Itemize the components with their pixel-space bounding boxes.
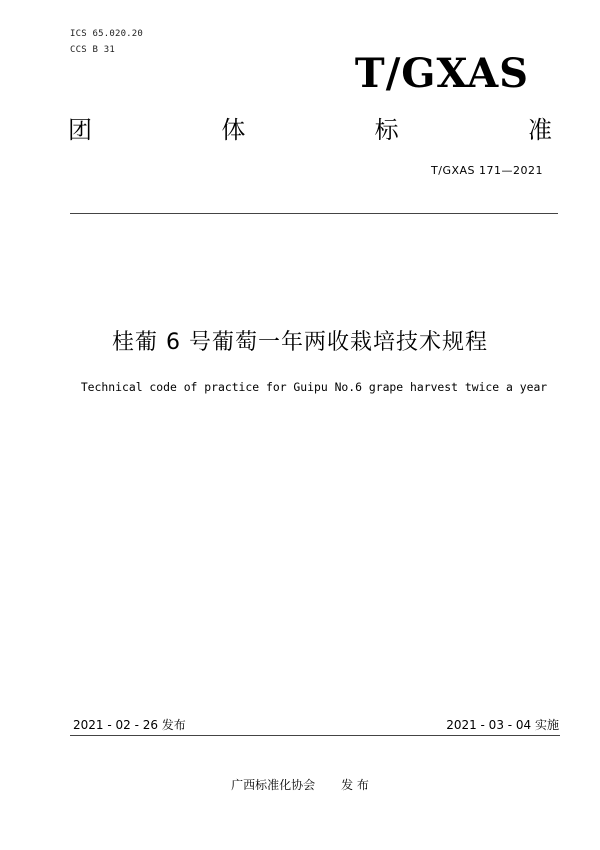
ccs-code: CCS B 31 (70, 45, 115, 55)
standard-type-char-4: 准 (527, 116, 552, 144)
ics-code: ICS 65.020.20 (70, 29, 144, 39)
top-divider (70, 213, 558, 214)
implementation-date: 2021 - 03 - 04 实施 (446, 718, 559, 732)
standard-type-char-1: 团 (68, 116, 92, 144)
title-chinese: 桂葡 6 号葡萄一年两收栽培技术规程 (112, 330, 488, 355)
issuer-name: 广西标准化协会 (231, 778, 316, 792)
issuer-action: 发 布 (341, 778, 369, 792)
title-english: Technical code of practice for Guipu No.6 grape harvest twice a year (80, 380, 548, 394)
standard-type-char-3: 标 (374, 116, 399, 144)
bottom-divider (70, 735, 560, 736)
standard-type-char-2: 体 (221, 116, 246, 144)
standard-logo: T/GXAS (354, 50, 529, 97)
issuer-line (0, 776, 600, 794)
issue-date: 2021 - 02 - 26 发布 (73, 718, 186, 732)
standard-number: T/GXAS 171—2021 (431, 164, 543, 177)
standard-type (68, 114, 552, 146)
